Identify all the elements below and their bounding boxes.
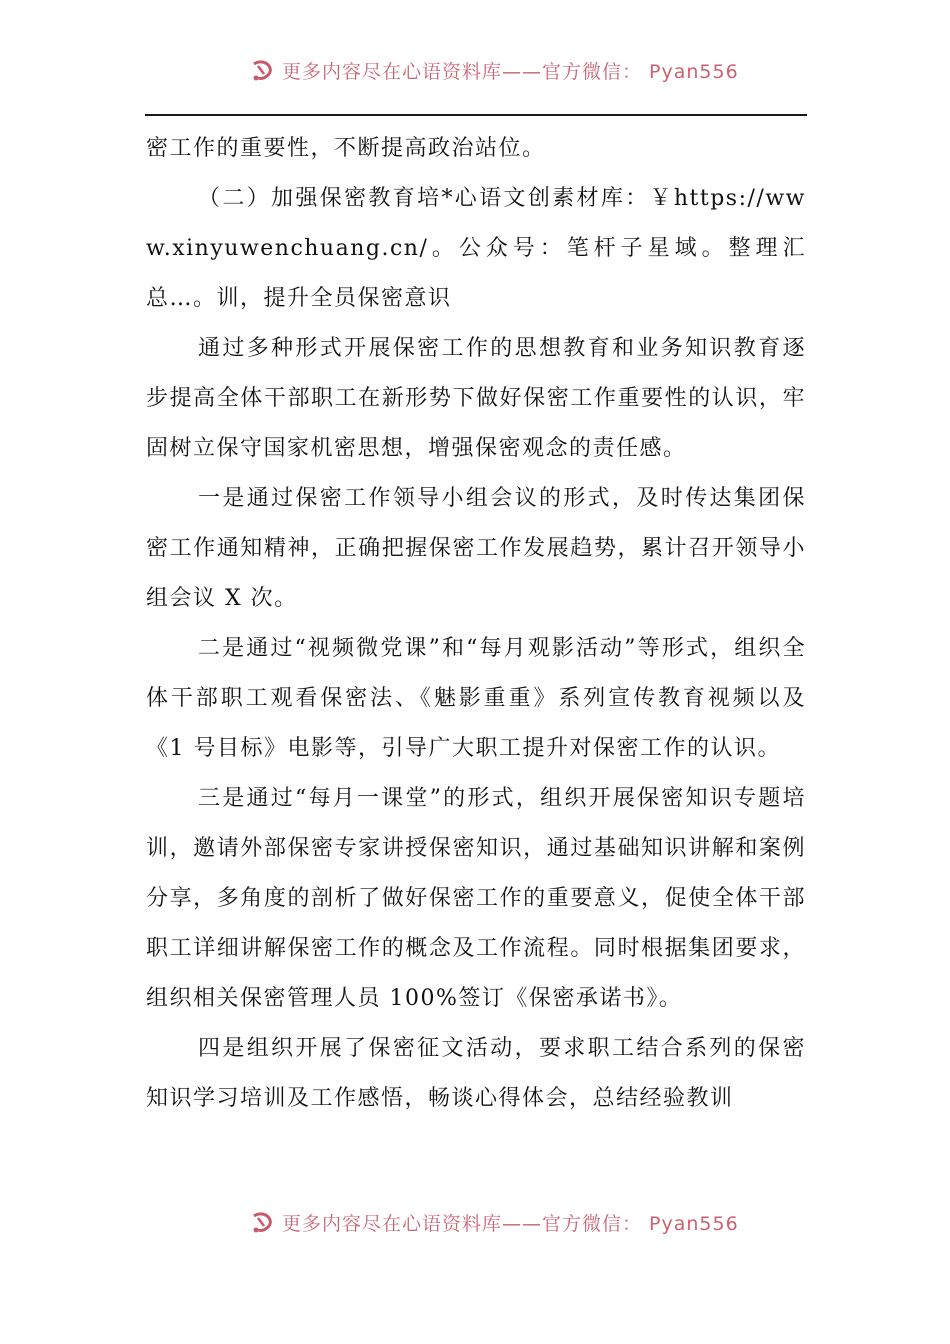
paragraph: 二是通过“视频微党课”和“每月观影活动”等形式，组织全体干部职工观看保密法、《魅影重重》系列宣传教育视频以及《1 号目标》电影等，引导广大职工提升对保密工作的认识。 <box>146 636 806 761</box>
paragraph: 一是通过保密工作领导小组会议的形式，及时传达集团保密工作通知精神，正确把握保密工作发展趋势，累计召开领导小组会议 X 次。 <box>146 486 806 611</box>
watermark-text: 更多内容尽在心语资料库——官方微信： Pyan556 <box>282 1212 739 1234</box>
watermark-header <box>250 58 770 82</box>
paragraph: 四是组织开展了保密征文活动，要求职工结合系列的保密知识学习培训及工作感悟，畅谈心得体会，总结经验教训 <box>146 1036 806 1111</box>
section-heading: （二）加强保密教育培*心语文创素材库：￥https://www.xinyuwenchuang.cn/。公众号：笔杆子星域。整理汇总…。训，提升全员保密意识 <box>146 186 806 311</box>
header-divider <box>145 114 807 116</box>
watermark-logo-icon <box>250 1210 276 1234</box>
document-body <box>146 124 806 1124</box>
paragraph: 通过多种形式开展保密工作的思想教育和业务知识教育逐步提高全体干部职工在新形势下做好保密工作重要性的认识，牢固树立保守国家机密思想，增强保密观念的责任感。 <box>146 336 806 461</box>
watermark-text: 更多内容尽在心语资料库——官方微信： Pyan556 <box>282 60 739 82</box>
paragraph: 密工作的重要性，不断提高政治站位。 <box>146 136 546 161</box>
watermark-logo-icon <box>250 58 276 82</box>
paragraph: 三是通过“每月一课堂”的形式，组织开展保密知识专题培训，邀请外部保密专家讲授保密知识，通过基础知识讲解和案例分享，多角度的剖析了做好保密工作的重要意义，促使全体干部职工详细讲解保密工作的概念及工作流程。同时根据集团要求，组织相关保密管理人员 100%签订《保密承诺书》。 <box>146 786 806 1011</box>
watermark-footer <box>250 1210 770 1234</box>
